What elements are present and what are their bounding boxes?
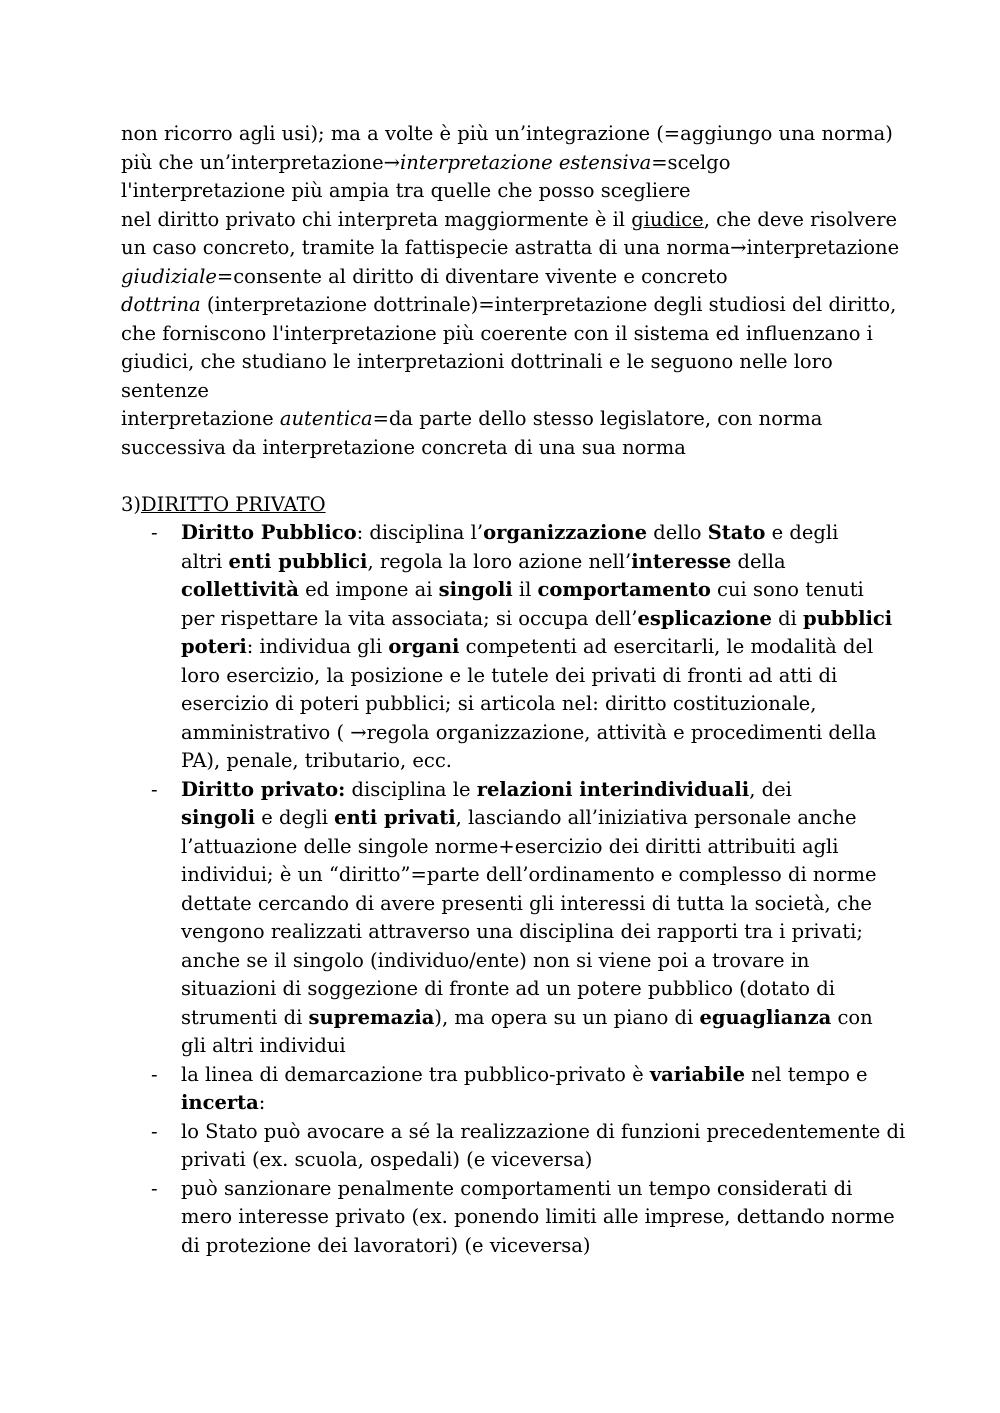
text-run: più che un’interpretazione→ [121,150,400,174]
text-line [181,975,891,1004]
text-line [181,1175,891,1204]
text-run: successiva da interpretazione concreta di una sua norma [121,435,686,459]
text-line [121,149,891,178]
text-line [181,719,891,748]
text-line [181,662,891,691]
text-run: giudici, che studiano le interpretazioni dottrinali e le seguono nelle loro [121,350,833,373]
text-run: e degli [765,521,839,544]
text-run: interpretazione [121,407,280,430]
text-run: , regola la loro azione nell’ [367,549,632,573]
bold-term: esplicazione [637,606,772,630]
bold-term: singoli [181,806,256,829]
italic-term: dottrina [121,293,201,316]
bullet-marker: - [151,1062,158,1086]
document-page [121,120,906,1260]
bullet-marker: - [151,521,158,544]
text-run: lo Stato può avocare a sé la realizzazione di funzioni precedentemente di [181,1119,906,1143]
section-title: DIRITTO PRIVATO [141,492,326,516]
bold-term: interesse [631,549,732,573]
text-run: individui; è un “diritto”=parte dell’ordinamento e complesso di norme [181,863,877,886]
bold-term: enti privati [334,806,456,829]
text-run: PA), penale, tributario, ecc. [181,749,452,772]
text-line [181,776,891,805]
bold-term: eguaglianza [699,1005,832,1029]
bullet-marker: - [151,777,158,801]
bullet-item [121,1061,891,1118]
underlined-term: giudice [631,207,704,231]
text-line [181,1089,891,1118]
text-run: mero interesse privato (ex. ponendo limiti alle imprese, dettando norme [181,1205,895,1228]
text-run: un caso concreto, tramite la fattispecie astratta di una norma→interpretazione [121,236,900,259]
bullet-marker: - [151,1176,158,1200]
text-run: (interpretazione dottrinale)=interpretazione degli studiosi del diritto, [200,293,897,316]
text-line [181,1146,891,1175]
text-line [181,690,891,719]
text-run: loro esercizio, la posizione e le tutele dei privati di fronti ad atti di [181,663,838,687]
text-run: altri [181,549,229,573]
text-line [181,1118,906,1147]
bold-term: organizzazione [483,521,648,544]
text-run: : individua gli [246,635,389,658]
bold-term: variabile [649,1062,745,1086]
text-run: dello [647,521,708,544]
text-run: =scelgo [651,150,731,174]
text-line [181,1061,891,1090]
bullet-item [121,776,891,1061]
bold-term: comportamento [537,578,711,601]
text-run: =da parte dello stesso legislatore, con norma [372,407,823,430]
text-line [181,633,891,662]
text-line [181,918,891,947]
text-run: disciplina le [345,777,477,801]
italic-term: giudiziale [121,264,217,288]
text-line [121,434,891,463]
bullet-item [121,1118,906,1175]
text-line [181,747,891,776]
bullet-marker: - [151,1119,158,1143]
bullet-item [121,519,891,776]
text-line [121,377,891,406]
text-line [181,1004,891,1033]
text-run: ), ma opera su un piano di [434,1005,700,1029]
text-run: anche se il singolo (individuo/ente) non si viene poi a trovare in [181,948,810,972]
text-line [181,1232,891,1261]
text-run: che forniscono l'interpretazione più coerente con il sistema ed influenzano i [121,321,873,345]
bullet-list [121,519,906,1260]
text-run: può sanzionare penalmente comportamenti un tempo considerati di [181,1176,853,1200]
text-run: ed impone ai [298,578,439,601]
text-run: la linea di demarcazione tra pubblico-privato è [181,1062,650,1086]
text-run: : [258,1091,266,1114]
text-run: nel diritto privato chi interpreta maggiormente è il [121,207,632,231]
text-run: : disciplina l’ [356,521,484,544]
text-run: dettate cercando di avere presenti gli interessi di tutta la società, che [181,891,872,915]
text-run: vengono realizzati attraverso una disciplina dei rapporti tra i privati; [181,920,863,943]
text-run: di [771,606,803,630]
text-line [181,804,891,833]
text-run: amministrativo ( →regola organizzazione, attività e procedimenti della [181,720,877,744]
bold-term: relazioni interindividuali [476,777,750,801]
text-line [121,291,897,320]
text-run: =consente al diritto di diventare vivente e concreto [216,264,728,288]
bold-term: poteri [181,635,247,658]
text-line [181,519,891,548]
text-run: l’attuazione delle singole norme+esercizio dei diritti attribuiti agli [181,834,839,858]
text-line [121,263,891,292]
text-line [181,861,891,890]
intro-paragraphs [121,120,900,462]
bold-term: incerta [181,1091,259,1114]
bullet-item [121,1175,895,1261]
text-run: gli altri individui [181,1034,346,1057]
text-line [181,548,891,577]
italic-term: autentica [279,407,373,430]
text-run: per rispettare la vita associata; si occupa dell’ [181,606,638,630]
text-line [121,120,891,149]
text-run: cui sono tenuti [710,578,864,601]
section-number: 3) [121,492,142,516]
text-line [181,1203,895,1232]
section-heading [121,491,891,520]
text-run: , dei [749,777,792,801]
blank-line [121,462,891,491]
text-run: , che deve risolvere [703,207,898,231]
text-line [121,405,891,434]
text-line [181,1032,891,1061]
bold-term: Diritto Pubblico [181,521,357,544]
text-line [181,605,891,634]
text-run: con [831,1005,873,1029]
text-line [121,234,900,263]
text-run: strumenti di [181,1005,309,1029]
text-run: nel tempo e [744,1062,868,1086]
text-run: sentenze [121,378,209,402]
text-line [181,833,891,862]
italic-term: interpretazione estensiva [400,150,652,174]
bold-term: collettività [181,578,299,601]
text-run: situazioni di soggezione di fronte ad un potere pubblico (dotato di [181,977,835,1000]
text-line [121,206,898,235]
text-run: , lasciando all’iniziativa personale anche [455,806,857,829]
text-line [181,947,891,976]
bold-term: Stato [707,521,766,544]
bold-term: pubblici [803,606,893,630]
text-run: competenti ad esercitarli, le modalità del [459,635,874,658]
text-run: esercizio di poteri pubblici; si articola nel: diritto costituzionale, [181,692,817,715]
bold-term: enti pubblici [228,549,368,573]
bold-term: organi [388,635,460,658]
text-line [121,320,891,349]
text-run: non ricorro agli usi); ma a volte è più un’integrazione (=aggiungo una norma) [121,122,893,145]
text-run: l'interpretazione più ampia tra quelle che posso scegliere [121,179,691,202]
text-line [181,890,891,919]
text-line [181,576,891,605]
text-line [121,177,891,206]
text-run: di protezione dei lavoratori) (e viceversa) [181,1233,591,1257]
bold-term: supremazia [308,1005,435,1029]
text-run: della [731,549,786,573]
text-line [121,348,891,377]
text-run: privati (ex. scuola, ospedali) (e viceversa) [181,1148,593,1171]
text-run: e degli [255,806,335,829]
bold-term: singoli [438,578,513,601]
bold-term: Diritto privato: [181,777,346,801]
text-run: il [512,578,538,601]
